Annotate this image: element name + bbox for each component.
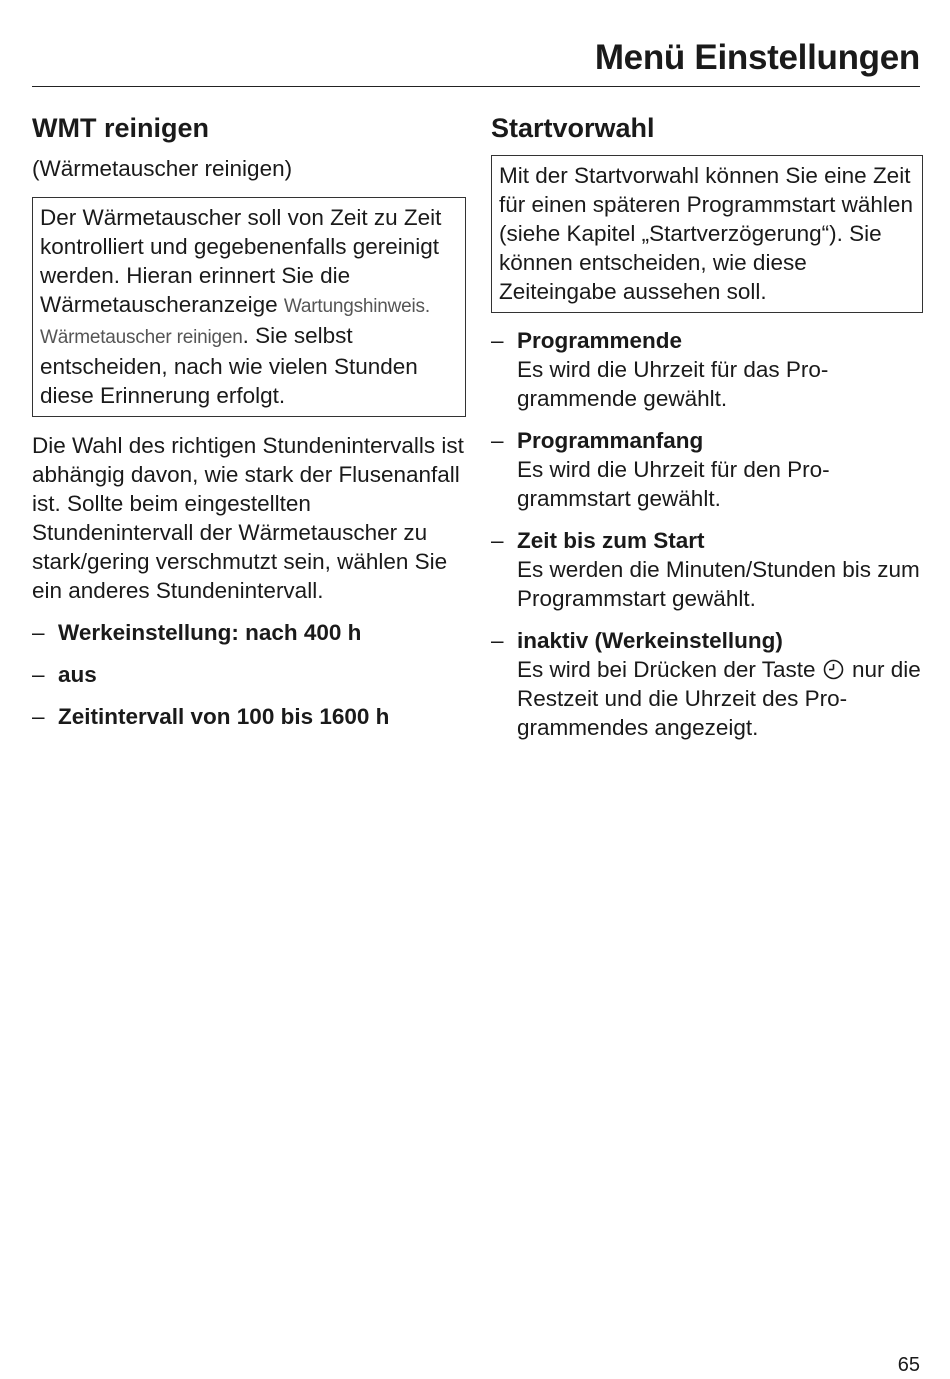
list-item xyxy=(32,702,466,731)
info-text-after: . Sie selbst entscheiden, nach wie vielen Stunden diese Erinnerung erfolgt. xyxy=(40,323,418,408)
option-description: Es werden die Minuten/Stunden bis zum Programmstart gewählt. xyxy=(517,557,920,611)
description-before: Es wird bei Drücken der Taste xyxy=(517,657,822,682)
option-label: Programmanfang xyxy=(517,428,704,453)
list-dash: – xyxy=(491,528,504,553)
body-paragraph: Die Wahl des richtigen Stundenintervalls ist abhängig davon, wie stark der Flusenanfall ist. Sollte beim eingestellten Stundenintervall der Wärmetauscher zu stark/gering verschmutzt sein, wählen Sie ein anderes Stundenintervall. xyxy=(32,433,464,603)
list-dash: – xyxy=(32,662,45,687)
page-number: 65 xyxy=(897,1354,920,1376)
list-dash: – xyxy=(491,428,504,453)
header-rule xyxy=(32,86,920,87)
list-item xyxy=(32,618,466,647)
list-dash: – xyxy=(32,704,45,729)
option-label: inaktiv (Werkeinstellung) xyxy=(517,628,783,653)
list-item xyxy=(32,660,466,689)
option-label: Zeit bis zum Start xyxy=(517,528,705,553)
list-dash: – xyxy=(491,628,504,653)
section-heading-startvorwahl: Startvorwahl xyxy=(491,113,655,143)
option-label: Zeitintervall von 100 bis 1600 h xyxy=(58,704,390,729)
option-description: Es wird die Uhrzeit für das Programmende gewählt. xyxy=(517,357,829,411)
section-subtitle: (Wärmetauscher reinigen) xyxy=(32,156,293,181)
option-description: Es wird die Uhrzeit für den Programmstart gewählt. xyxy=(517,457,830,511)
list-item xyxy=(491,326,923,413)
list-item xyxy=(491,426,923,513)
option-label: Werkeinstellung: nach 400 h xyxy=(58,620,362,645)
list-dash: – xyxy=(32,620,45,645)
list-item xyxy=(491,526,923,613)
left-column xyxy=(32,110,466,731)
display-message: Wartungshinweis. Wärmetauscher reinigen xyxy=(40,296,430,348)
clock-icon xyxy=(823,659,844,680)
right-column xyxy=(491,110,923,742)
info-box-wmt xyxy=(32,197,466,417)
option-description xyxy=(517,655,923,742)
option-label: Programmende xyxy=(517,328,683,353)
info-box-startvorwahl: Mit der Startvorwahl können Sie eine Zeit für einen späteren Programmstart wählen (siehe Kapitel „Startverzögerung“). Sie können entscheiden, wie diese Zeiteingabe aussehen soll. xyxy=(491,155,923,313)
option-label: aus xyxy=(58,662,97,687)
list-dash: – xyxy=(491,328,504,353)
info-text-before: Der Wärmetauscher soll von Zeit zu Zeit kontrolliert und gegebenenfalls gereinigt werden. Hieran erinnert Sie die Wärmetauscheranzeige xyxy=(40,205,442,317)
option-list-startvorwahl xyxy=(491,326,923,742)
description-after: nur die Restzeit und die Uhrzeit des Programmendes angezeigt. xyxy=(517,657,921,740)
option-list-wmt xyxy=(32,618,466,731)
list-item xyxy=(491,626,923,742)
page-title: Menü Einstellungen xyxy=(594,38,920,77)
section-heading-wmt: WMT reinigen xyxy=(32,113,209,143)
